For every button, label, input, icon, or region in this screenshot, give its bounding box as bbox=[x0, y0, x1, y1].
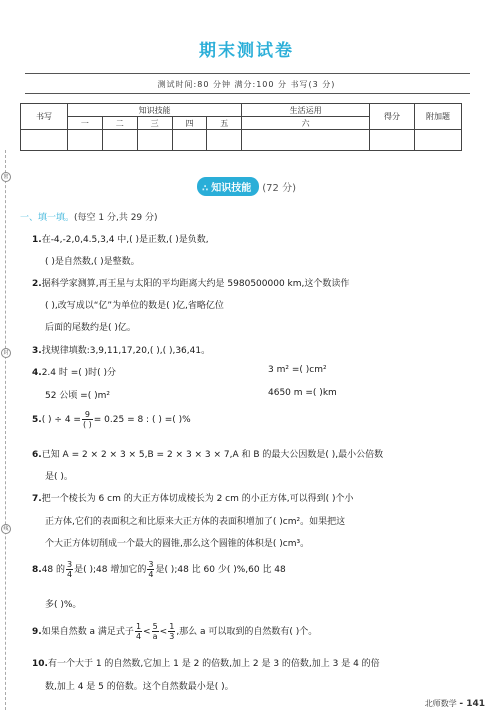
q8-fraction-1 bbox=[66, 560, 73, 579]
score-cell-4[interactable] bbox=[172, 130, 207, 151]
q6-number: 6. bbox=[32, 450, 42, 460]
q5-frac-den: ( ) bbox=[82, 420, 92, 429]
score-cell-5[interactable] bbox=[207, 130, 242, 151]
q9-p1: 如果自然数 a 满足式子 bbox=[41, 627, 134, 637]
q4-a2: 3 m² =( )cm² bbox=[268, 365, 327, 375]
dots-icon: ∴ bbox=[202, 184, 209, 194]
score-table bbox=[20, 103, 462, 151]
q10-number: 10. bbox=[32, 659, 48, 669]
q8-p3: 是( );48 比 60 少( )%,60 比 48 bbox=[155, 565, 286, 575]
header-knowledge: 知识技能 bbox=[68, 104, 242, 117]
q9-f1-den: 4 bbox=[135, 632, 142, 641]
part1-heading bbox=[20, 210, 158, 223]
binding-spine bbox=[0, 150, 10, 710]
q2-line1 bbox=[32, 276, 349, 289]
spine-dashed-line bbox=[5, 150, 6, 710]
q1-line1 bbox=[32, 232, 209, 245]
q7-number: 7. bbox=[32, 494, 42, 504]
q8-p2: 是( );48 增加它的 bbox=[74, 565, 147, 575]
q4-b2: 4650 m =( )km bbox=[268, 388, 337, 398]
page-title: 期末测试卷 bbox=[199, 41, 294, 61]
part1-note: (每空 1 分,共 29 分) bbox=[74, 213, 158, 223]
score-cell-2[interactable] bbox=[102, 130, 137, 151]
q5-number: 5. bbox=[32, 415, 42, 425]
q9-f1-num: 1 bbox=[135, 622, 142, 631]
score-cell-6[interactable] bbox=[242, 130, 370, 151]
q9-f3-num: 1 bbox=[169, 622, 175, 631]
q8-f2-num: 3 bbox=[148, 560, 154, 569]
header-section-4: 四 bbox=[172, 117, 207, 130]
q2-line2: ( ),改写成以“亿”为单位的数是( )亿,省略亿位 bbox=[45, 301, 224, 311]
q5-frac-num: 9 bbox=[82, 410, 93, 420]
q9-f3-den: 3 bbox=[169, 632, 175, 641]
q8-f1-den: 4 bbox=[67, 570, 73, 579]
q9-lt-2: < bbox=[159, 627, 168, 637]
header-section-2: 二 bbox=[102, 117, 137, 130]
q8-line1 bbox=[32, 560, 286, 579]
page-footer bbox=[425, 698, 485, 709]
spine-mark-seal: 密 bbox=[1, 172, 11, 182]
spine-mark-fengi: 封 bbox=[1, 348, 11, 358]
q9-fraction-3 bbox=[168, 622, 175, 641]
q8-f1-num: 3 bbox=[67, 560, 73, 569]
footer-label: 北师数学 bbox=[424, 699, 457, 708]
q4-a1 bbox=[32, 365, 116, 378]
q7-text1: 把一个棱长为 6 cm 的大正方体切成棱长为 2 cm 的小正方体,可以得到( )个小 bbox=[41, 494, 354, 504]
score-cell-bonus[interactable] bbox=[415, 130, 462, 151]
q2-line3: 后面的尾数约是( )亿。 bbox=[45, 323, 136, 333]
section-banner bbox=[0, 177, 493, 196]
info-rule-top bbox=[25, 73, 470, 74]
spine-mark-line: 线 bbox=[1, 524, 11, 534]
q6-text1: 已知 A = 2 × 2 × 3 × 5,B = 2 × 3 × 3 × 7,A 和 B 的最大公因数是( ),最小公倍数 bbox=[41, 450, 384, 460]
section-points: (72 分) bbox=[262, 183, 296, 194]
section-pill bbox=[197, 177, 259, 196]
header-writing: 书写 bbox=[21, 104, 68, 130]
q3-number: 3. bbox=[32, 346, 42, 356]
q3-line bbox=[32, 343, 210, 356]
q10-line2: 数,加上 4 是 5 的倍数。这个自然数最小是( )。 bbox=[45, 682, 234, 692]
score-cell-writing[interactable] bbox=[21, 130, 68, 151]
q1-number: 1. bbox=[32, 235, 42, 245]
q10-text1: 有一个大于 1 的自然数,它加上 1 是 2 的倍数,加上 2 是 3 的倍数,加上 3 是 4 的倍 bbox=[47, 659, 380, 669]
header-bonus: 附加题 bbox=[415, 104, 462, 130]
header-section-5: 五 bbox=[207, 117, 242, 130]
q1-text1: 在-4,-2,0,4.5,3,4 中,( )是正数,( )是负数, bbox=[41, 235, 209, 245]
q8-p1: 48 的 bbox=[41, 565, 66, 575]
header-score: 得分 bbox=[370, 104, 415, 130]
q4-a1-text: 2.4 时 =( )时( )分 bbox=[41, 368, 117, 378]
info-rule-bottom bbox=[25, 93, 470, 94]
q7-line3: 个大正方体切削成一个最大的圆锥,那么这个圆锥的体积是( )cm³。 bbox=[45, 539, 310, 549]
q8-line2: 多( )%。 bbox=[45, 600, 82, 610]
q9-fraction-2 bbox=[152, 622, 159, 641]
q10-line1 bbox=[32, 656, 380, 669]
score-cell-3[interactable] bbox=[137, 130, 172, 151]
score-cell-total[interactable] bbox=[370, 130, 415, 151]
q4-b1: 52 公顷 =( )m² bbox=[45, 391, 110, 401]
q9-f2-num: 5 bbox=[152, 622, 158, 631]
exam-info: 测试时间:80 分钟 满分:100 分 书写(3 分) bbox=[157, 80, 336, 89]
section-label: 知识技能 bbox=[211, 183, 252, 194]
q8-fraction-2 bbox=[147, 560, 154, 579]
q6-line2: 是( )。 bbox=[45, 472, 73, 482]
q3-text: 找规律填数:3,9,11,17,20,( ),( ),36,41。 bbox=[41, 346, 211, 356]
q5-fraction bbox=[82, 410, 93, 429]
q9-line bbox=[32, 622, 317, 641]
page-number: - 141 bbox=[459, 699, 485, 709]
q9-fraction-1 bbox=[135, 622, 142, 641]
part1-title: 一、填一填。 bbox=[20, 213, 75, 223]
q8-number: 8. bbox=[32, 565, 42, 575]
q5-post: = 0.25 = 8 : ( ) =( )% bbox=[93, 415, 191, 425]
score-cell-1[interactable] bbox=[68, 130, 103, 151]
q1-line2: ( )是自然数,( )是整数。 bbox=[45, 257, 140, 267]
header-life-app: 生活运用 bbox=[242, 104, 370, 117]
q5-pre: ( ) ÷ 4 = bbox=[41, 415, 81, 425]
q9-f2-den: a bbox=[152, 632, 158, 641]
q6-line1 bbox=[32, 447, 383, 460]
header-section-3: 三 bbox=[137, 117, 172, 130]
q2-number: 2. bbox=[32, 279, 42, 289]
q9-lt-1: < bbox=[143, 627, 151, 637]
q8-f2-den: 4 bbox=[148, 570, 154, 579]
header-section-6: 六 bbox=[242, 117, 370, 130]
q9-p2: ,那么 a 可以取到的自然数有( )个。 bbox=[176, 627, 318, 637]
q4-number: 4. bbox=[32, 368, 42, 378]
q2-text1: 据科学家测算,再王星与太阳的平均距离大约是 5980500000 km,这个数读作 bbox=[41, 279, 350, 289]
header-section-1: 一 bbox=[68, 117, 103, 130]
q5-line bbox=[32, 410, 191, 429]
q9-number: 9. bbox=[32, 627, 42, 637]
q7-line1 bbox=[32, 491, 353, 504]
q7-line2: 正方体,它们的表面积之和比原来大正方体的表面积增加了( )cm²。如果把这 bbox=[45, 517, 346, 527]
